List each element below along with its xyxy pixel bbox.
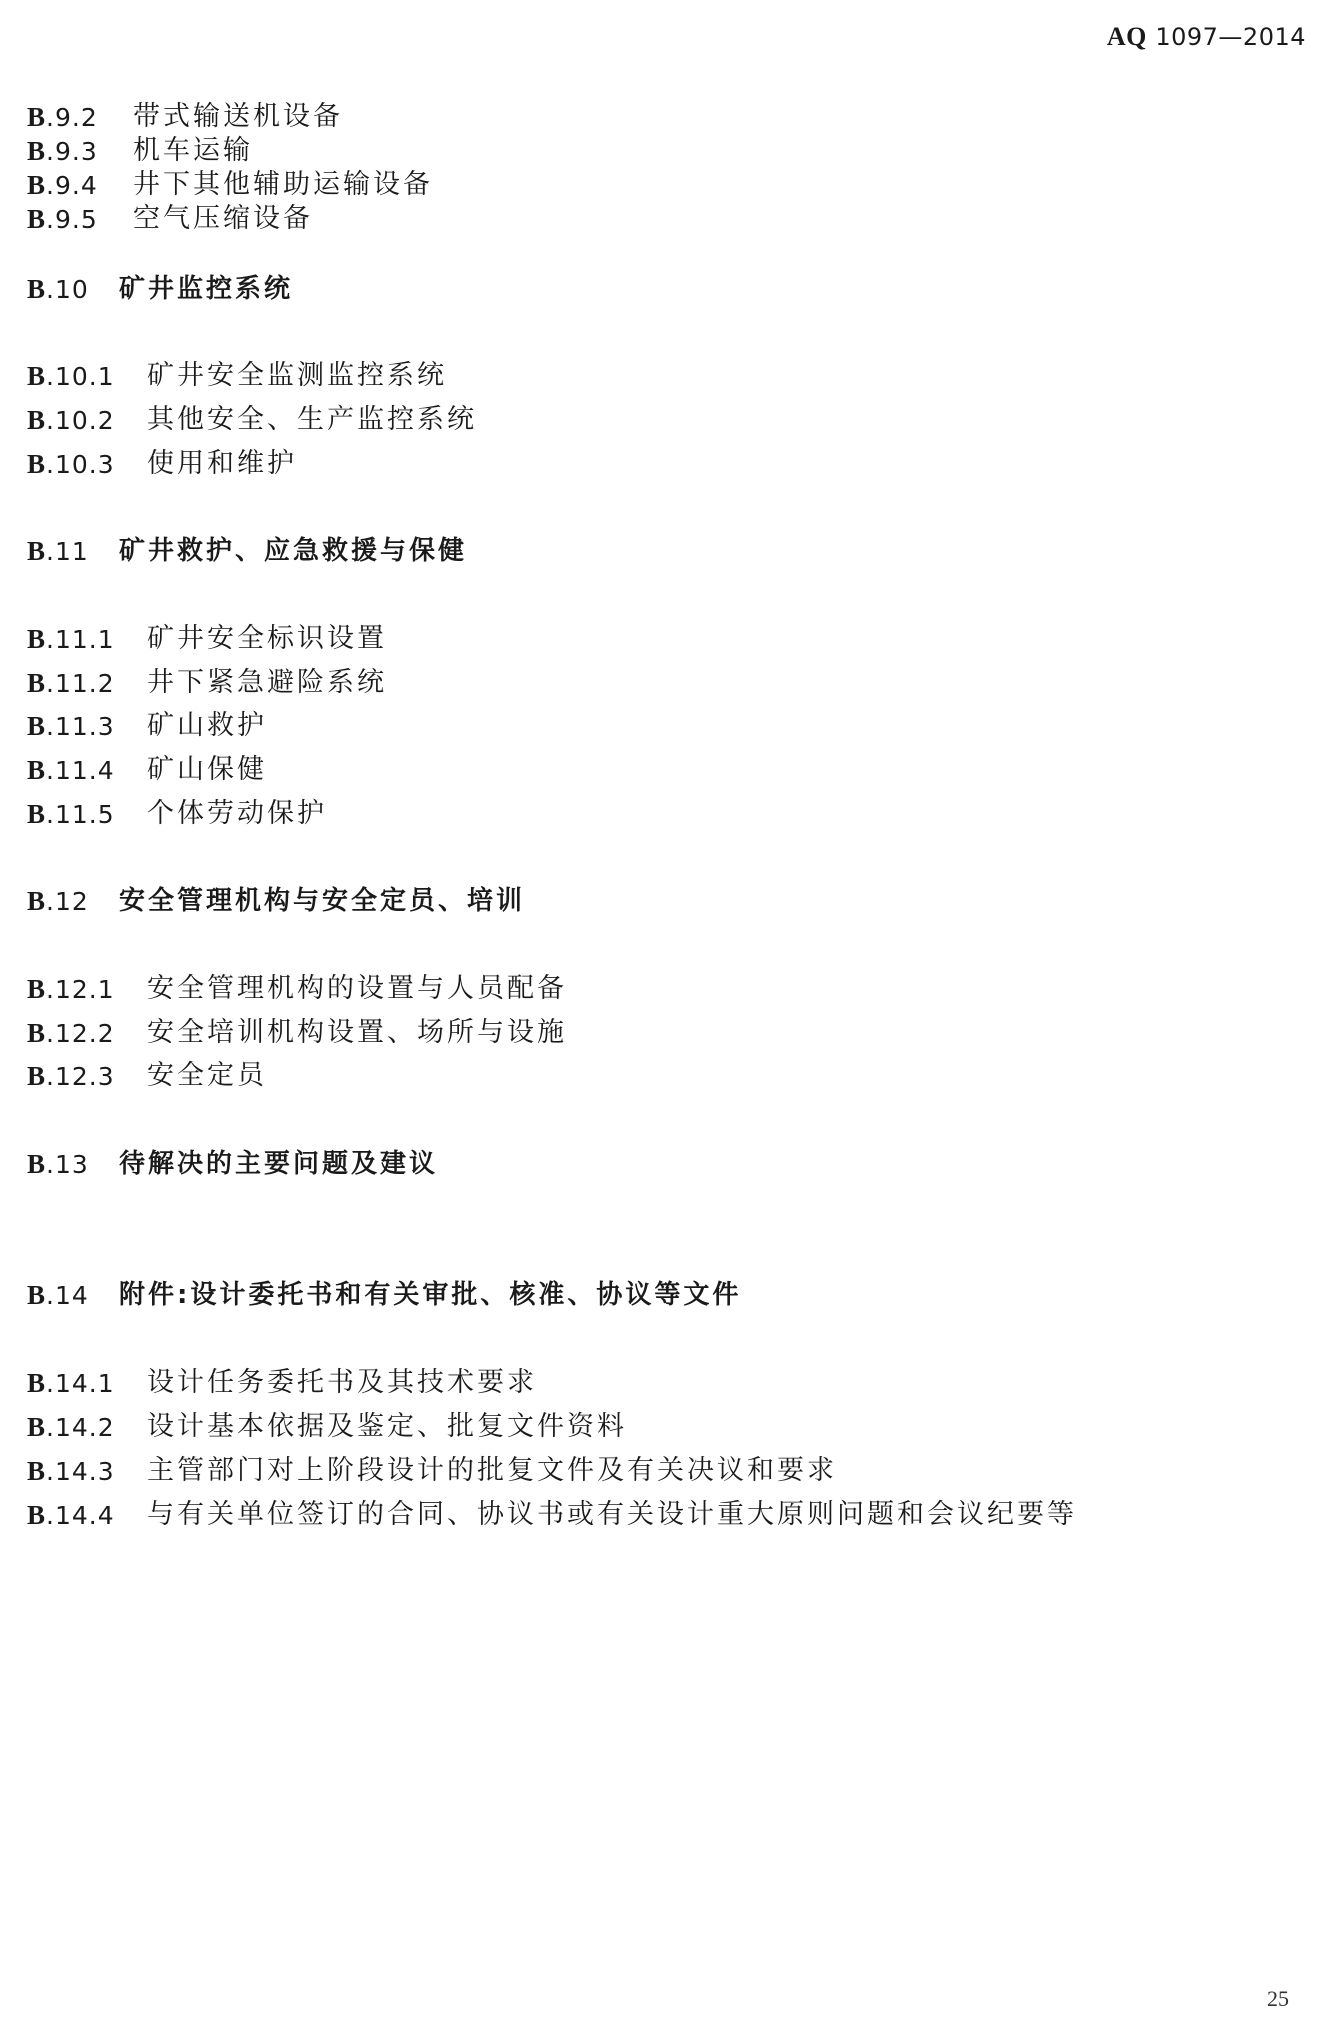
entry-number: B.9.5 — [27, 204, 98, 234]
entry-title: 矿山救护 — [147, 710, 267, 741]
toc-entry-b-10-2 — [27, 402, 477, 438]
entry-title: 矿山保健 — [147, 754, 267, 785]
toc-entry-b-9-2 — [27, 99, 343, 135]
entry-title: 安全管理机构的设置与人员配备 — [147, 973, 567, 1004]
entry-number: B.12 — [27, 886, 89, 916]
standard-number: 1097—2014 — [1155, 23, 1306, 51]
entry-title: 机车运输 — [133, 135, 253, 166]
entry-number: B.12.2 — [27, 1018, 115, 1048]
page-number: 25 — [1267, 1986, 1289, 2011]
entry-number: B.12.1 — [27, 974, 115, 1004]
entry-title: 主管部门对上阶段设计的批复文件及有关决议和要求 — [147, 1455, 837, 1486]
entry-number: B.14.2 — [27, 1412, 115, 1442]
entry-number: B.11.3 — [27, 711, 115, 741]
toc-heading-b-14 — [27, 1277, 741, 1313]
entry-title: 带式输送机设备 — [133, 101, 343, 132]
entry-title: 矿井安全标识设置 — [147, 623, 387, 654]
toc-entry-b-11-5 — [27, 796, 327, 832]
entry-number: B.14.1 — [27, 1368, 115, 1398]
entry-number: B.10.2 — [27, 405, 115, 435]
toc-heading-b-12 — [27, 883, 525, 919]
entry-number: B.14 — [27, 1280, 89, 1310]
entry-number: B.9.3 — [27, 136, 98, 166]
toc-heading-b-10 — [27, 271, 293, 307]
toc-entry-b-11-1 — [27, 621, 387, 657]
entry-number: B.11.2 — [27, 668, 115, 698]
toc-heading-b-11 — [27, 533, 467, 569]
standard-code — [1107, 22, 1306, 52]
toc-entry-b-12-1 — [27, 971, 567, 1007]
toc-entry-b-14-2 — [27, 1409, 627, 1445]
entry-title: 附件:设计委托书和有关审批、核准、协议等文件 — [119, 1280, 742, 1310]
entry-title: 使用和维护 — [147, 448, 297, 479]
entry-title: 安全定员 — [147, 1060, 267, 1091]
toc-entry-b-14-3 — [27, 1453, 837, 1489]
toc-entry-b-9-3 — [27, 133, 253, 169]
entry-title: 安全管理机构与安全定员、培训 — [119, 886, 526, 916]
toc-entry-b-14-1 — [27, 1365, 537, 1401]
toc-heading-b-13 — [27, 1146, 438, 1182]
entry-title: 空气压缩设备 — [133, 203, 313, 234]
entry-title: 矿井救护、应急救援与保健 — [119, 536, 468, 566]
entry-title: 待解决的主要问题及建议 — [119, 1149, 439, 1179]
entry-title: 其他安全、生产监控系统 — [147, 404, 477, 435]
entry-number: B.10 — [27, 274, 89, 304]
toc-entry-b-10-3 — [27, 446, 297, 482]
entry-number: B.9.2 — [27, 102, 98, 132]
toc-entry-b-9-4 — [27, 167, 433, 203]
entry-number: B.11.5 — [27, 799, 115, 829]
entry-number: B.9.4 — [27, 170, 98, 200]
toc-entry-b-11-2 — [27, 665, 387, 701]
toc-entry-b-12-2 — [27, 1015, 567, 1051]
entry-title: 矿井安全监测监控系统 — [147, 360, 447, 391]
toc-entry-b-14-4 — [27, 1497, 1077, 1533]
entry-title: 个体劳动保护 — [147, 798, 327, 829]
entry-number: B.14.3 — [27, 1456, 115, 1486]
toc-entry-b-11-4 — [27, 752, 267, 788]
entry-number: B.11.1 — [27, 624, 115, 654]
toc-entry-b-12-3 — [27, 1058, 267, 1094]
entry-number: B.11 — [27, 536, 89, 566]
entry-title: 安全培训机构设置、场所与设施 — [147, 1017, 567, 1048]
entry-number: B.10.3 — [27, 449, 115, 479]
entry-title: 井下紧急避险系统 — [147, 667, 387, 698]
entry-title: 与有关单位签订的合同、协议书或有关设计重大原则问题和会议纪要等 — [147, 1499, 1077, 1530]
entry-title: 矿井监控系统 — [119, 274, 294, 304]
standard-prefix: AQ — [1106, 22, 1147, 51]
entry-number: B.13 — [27, 1149, 89, 1179]
entry-number: B.10.1 — [27, 361, 115, 391]
entry-title: 设计基本依据及鉴定、批复文件资料 — [147, 1411, 627, 1442]
entry-title: 设计任务委托书及其技术要求 — [147, 1367, 537, 1398]
entry-number: B.12.3 — [27, 1061, 115, 1091]
toc-entry-b-10-1 — [27, 358, 447, 394]
toc-entry-b-11-3 — [27, 708, 267, 744]
entry-title: 井下其他辅助运输设备 — [133, 169, 433, 200]
entry-number: B.14.4 — [27, 1500, 115, 1530]
toc-entry-b-9-5 — [27, 201, 313, 237]
entry-number: B.11.4 — [27, 755, 115, 785]
